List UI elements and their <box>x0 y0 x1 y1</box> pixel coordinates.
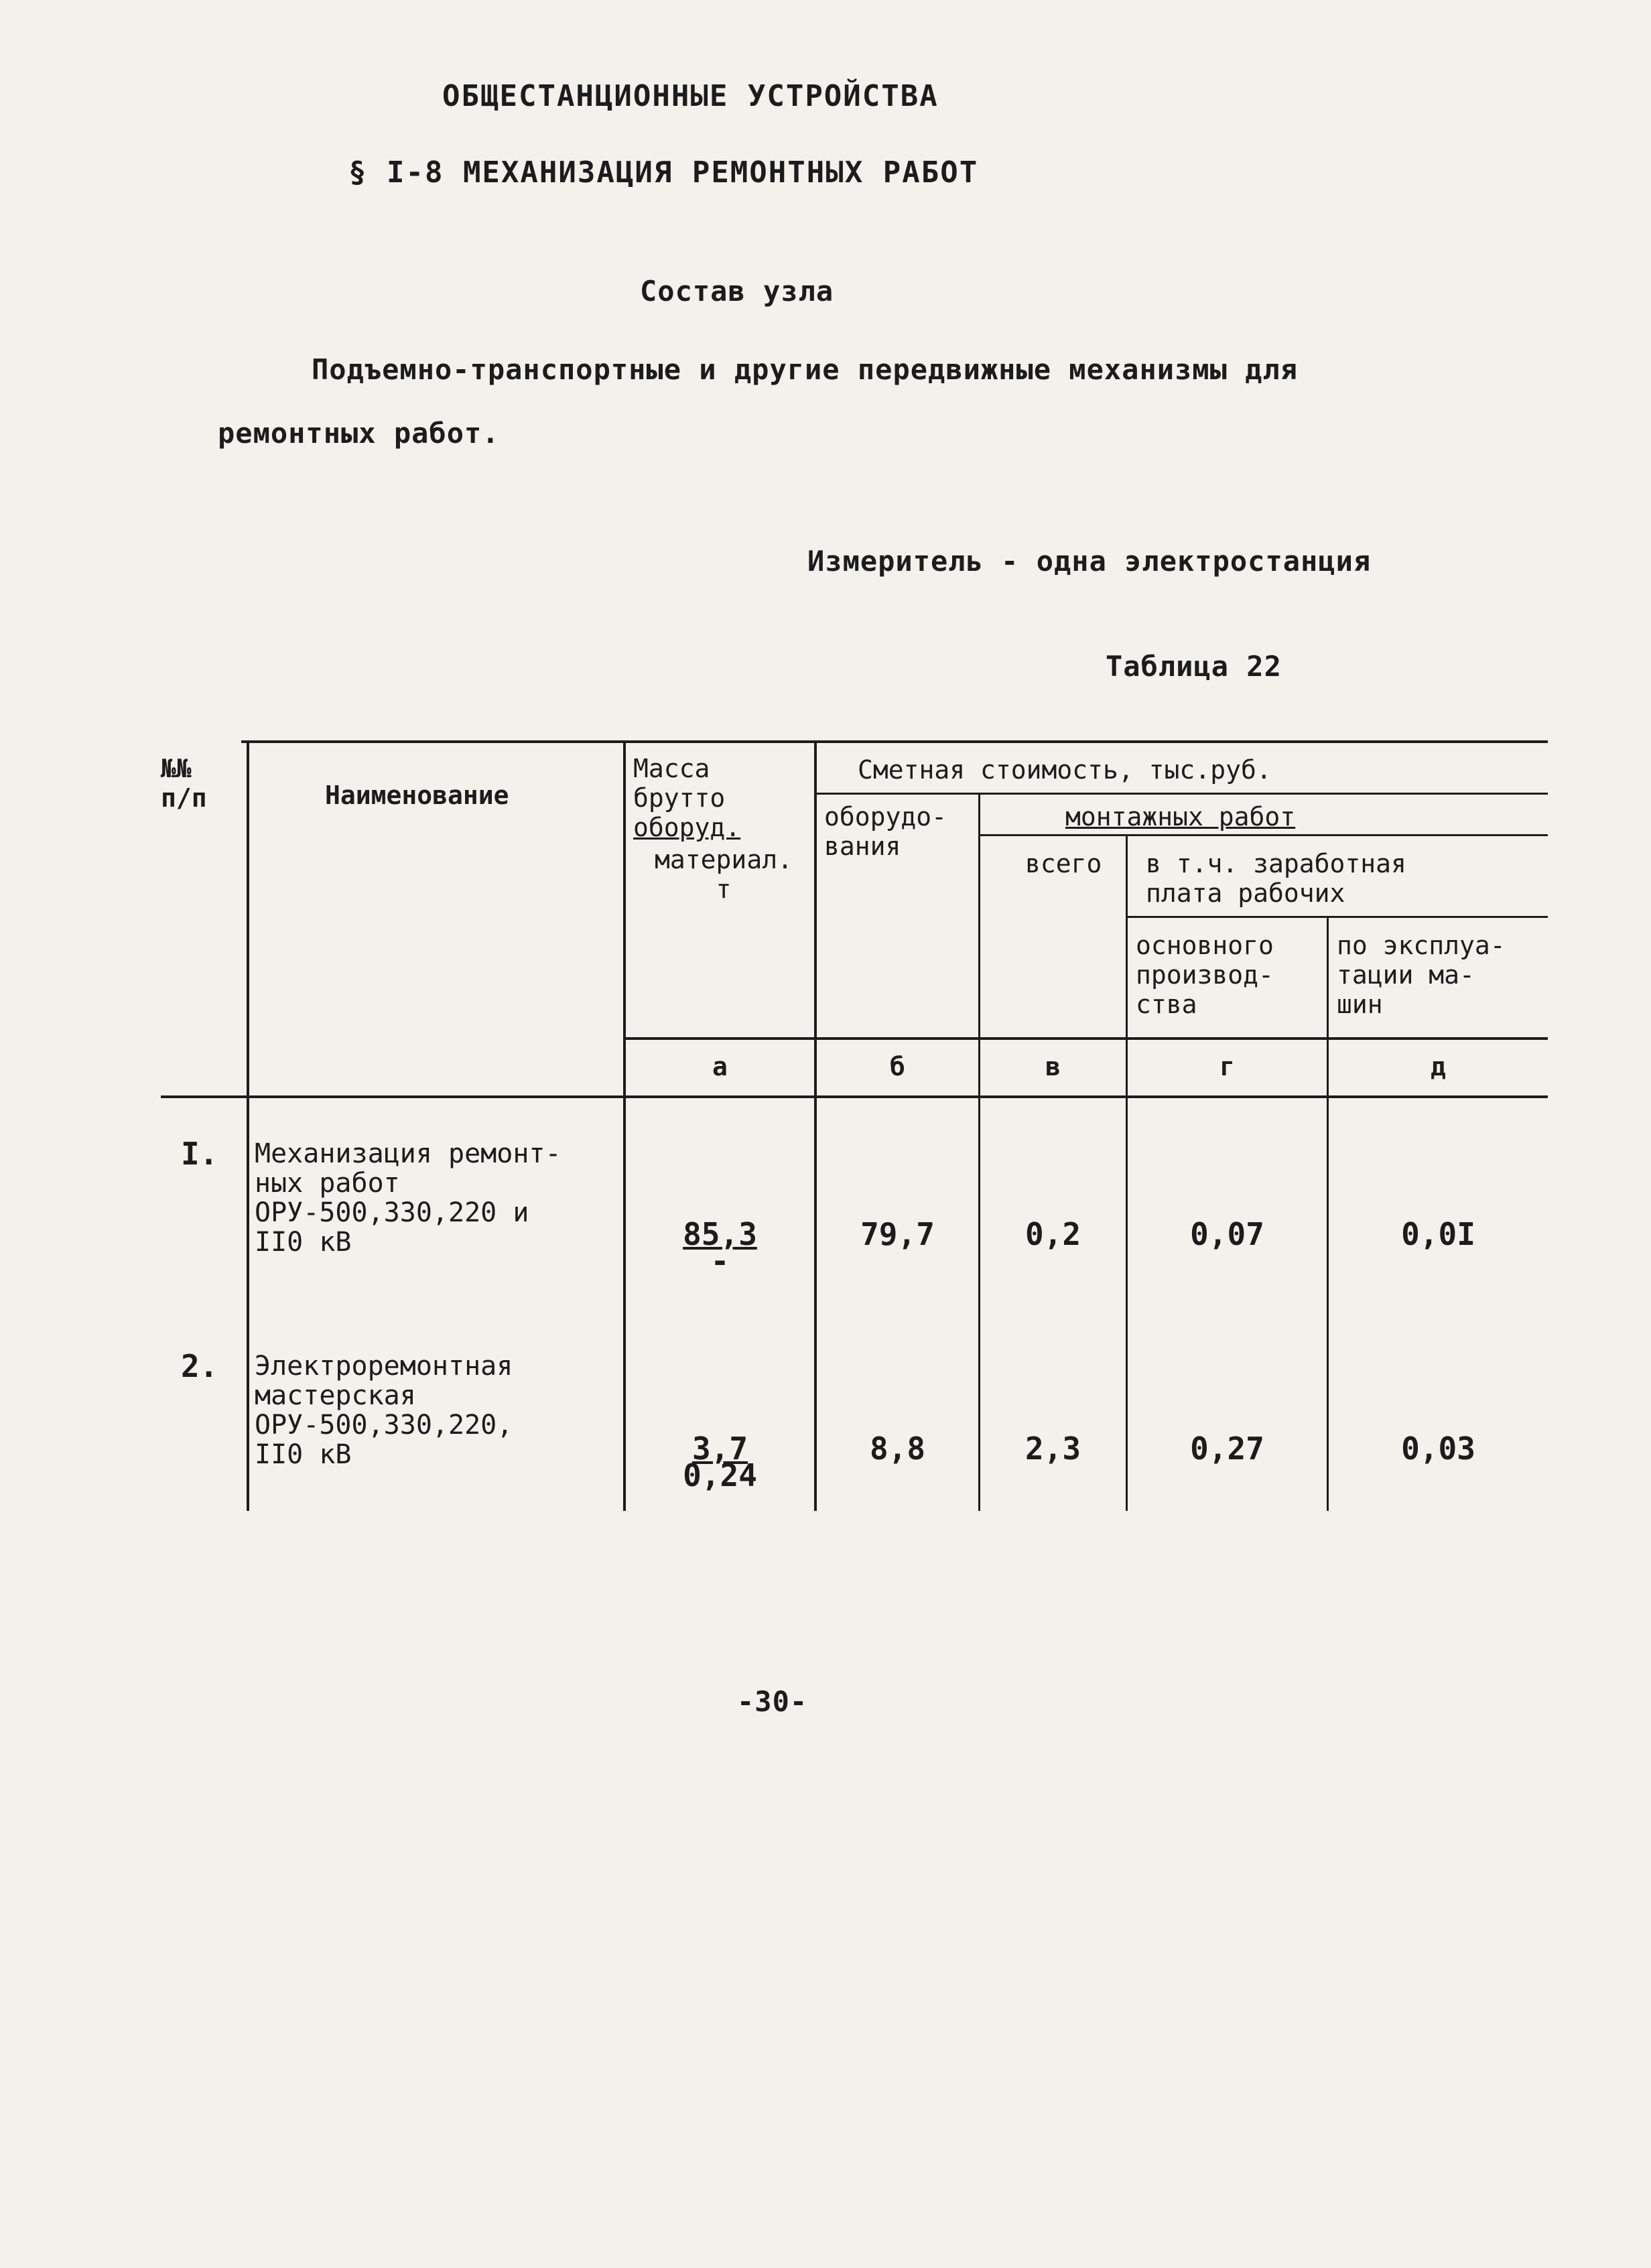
col-rule-2 <box>623 740 626 1511</box>
col-rule-4 <box>978 793 980 1511</box>
rule-under-wage <box>1126 916 1548 918</box>
composition-line-1: Подъемно-транспортные и другие передвижные механизмы для <box>312 353 1299 386</box>
row-1-total: 0,2 <box>1025 1216 1081 1252</box>
col-rule-6 <box>1327 916 1329 1511</box>
rule-below-letters <box>161 1095 1548 1098</box>
col-rule-1 <box>247 740 249 1511</box>
row-2-num: 2. <box>181 1348 218 1384</box>
row-1-wage-main: 0,07 <box>1190 1216 1264 1252</box>
header-num: №№ п/п <box>161 754 207 813</box>
row-2-total: 2,3 <box>1025 1430 1081 1467</box>
col-rule-3 <box>814 740 817 1511</box>
rule-above-letters <box>623 1037 1548 1040</box>
doc-title: ОБЩЕСТАНЦИОННЫЕ УСТРОЙСТВА <box>442 79 939 113</box>
row-1-num: I. <box>181 1136 218 1172</box>
letter-d: д <box>1431 1052 1446 1081</box>
row-1-mass-bottom: - <box>710 1243 730 1279</box>
row-1-equipment: 79,7 <box>860 1216 935 1252</box>
header-wage-main: основного производ- ства <box>1136 931 1274 1019</box>
letter-v: в <box>1045 1052 1061 1081</box>
row-1-name: Механизация ремонт- ных работ ОРУ-500,330,220 и II0 кВ <box>255 1138 562 1258</box>
section-heading: § I-8 МЕХАНИЗАЦИЯ РЕМОНТНЫХ РАБОТ <box>348 155 979 190</box>
header-equipment: оборудо- вания <box>824 802 947 861</box>
composition-heading: Состав узла <box>640 275 834 308</box>
header-installation-group: монтажных работ <box>1065 802 1296 831</box>
header-cost-group: Сметная стоимость, тыс.руб. <box>858 755 1272 785</box>
row-2-equipment: 8,8 <box>869 1430 926 1467</box>
header-mass-1: Масса брутто <box>633 754 726 813</box>
page-number: -30- <box>737 1685 808 1718</box>
header-name: Наименование <box>325 781 509 810</box>
col-rule-5 <box>1126 834 1128 1511</box>
table-top-rule <box>241 740 1548 743</box>
header-wage-group: в т.ч. заработная плата рабочих <box>1146 849 1406 908</box>
cost-table <box>161 740 1548 1511</box>
letter-b: б <box>890 1052 905 1081</box>
row-2-wage-machines: 0,03 <box>1401 1430 1475 1467</box>
rule-under-cost <box>814 793 1548 795</box>
row-1-wage-machines: 0,0I <box>1401 1216 1475 1252</box>
letter-g: г <box>1219 1052 1235 1081</box>
table-label: Таблица 22 <box>1106 650 1282 683</box>
letter-a: а <box>712 1052 728 1081</box>
header-wage-machines: по эксплуа- тации ма- шин <box>1337 931 1506 1019</box>
header-mass-2: оборуд. <box>633 813 741 842</box>
header-mass-3: материал. т <box>655 845 793 904</box>
row-2-mass-top: 3,7 <box>691 1430 748 1467</box>
row-2-wage-main: 0,27 <box>1190 1430 1264 1467</box>
rule-under-installation <box>978 834 1548 836</box>
composition-line-2: ремонтных работ. <box>218 417 500 450</box>
row-2-name: Электроремонтная мастерская ОРУ-500,330,220, II0 кВ <box>255 1351 513 1470</box>
row-2-mass-bottom: 0,24 <box>683 1457 757 1493</box>
meter-label: Измеритель - одна электростанция <box>807 545 1372 578</box>
row-1-mass-top: 85,3 <box>683 1216 757 1252</box>
header-total: всего <box>1025 849 1102 878</box>
